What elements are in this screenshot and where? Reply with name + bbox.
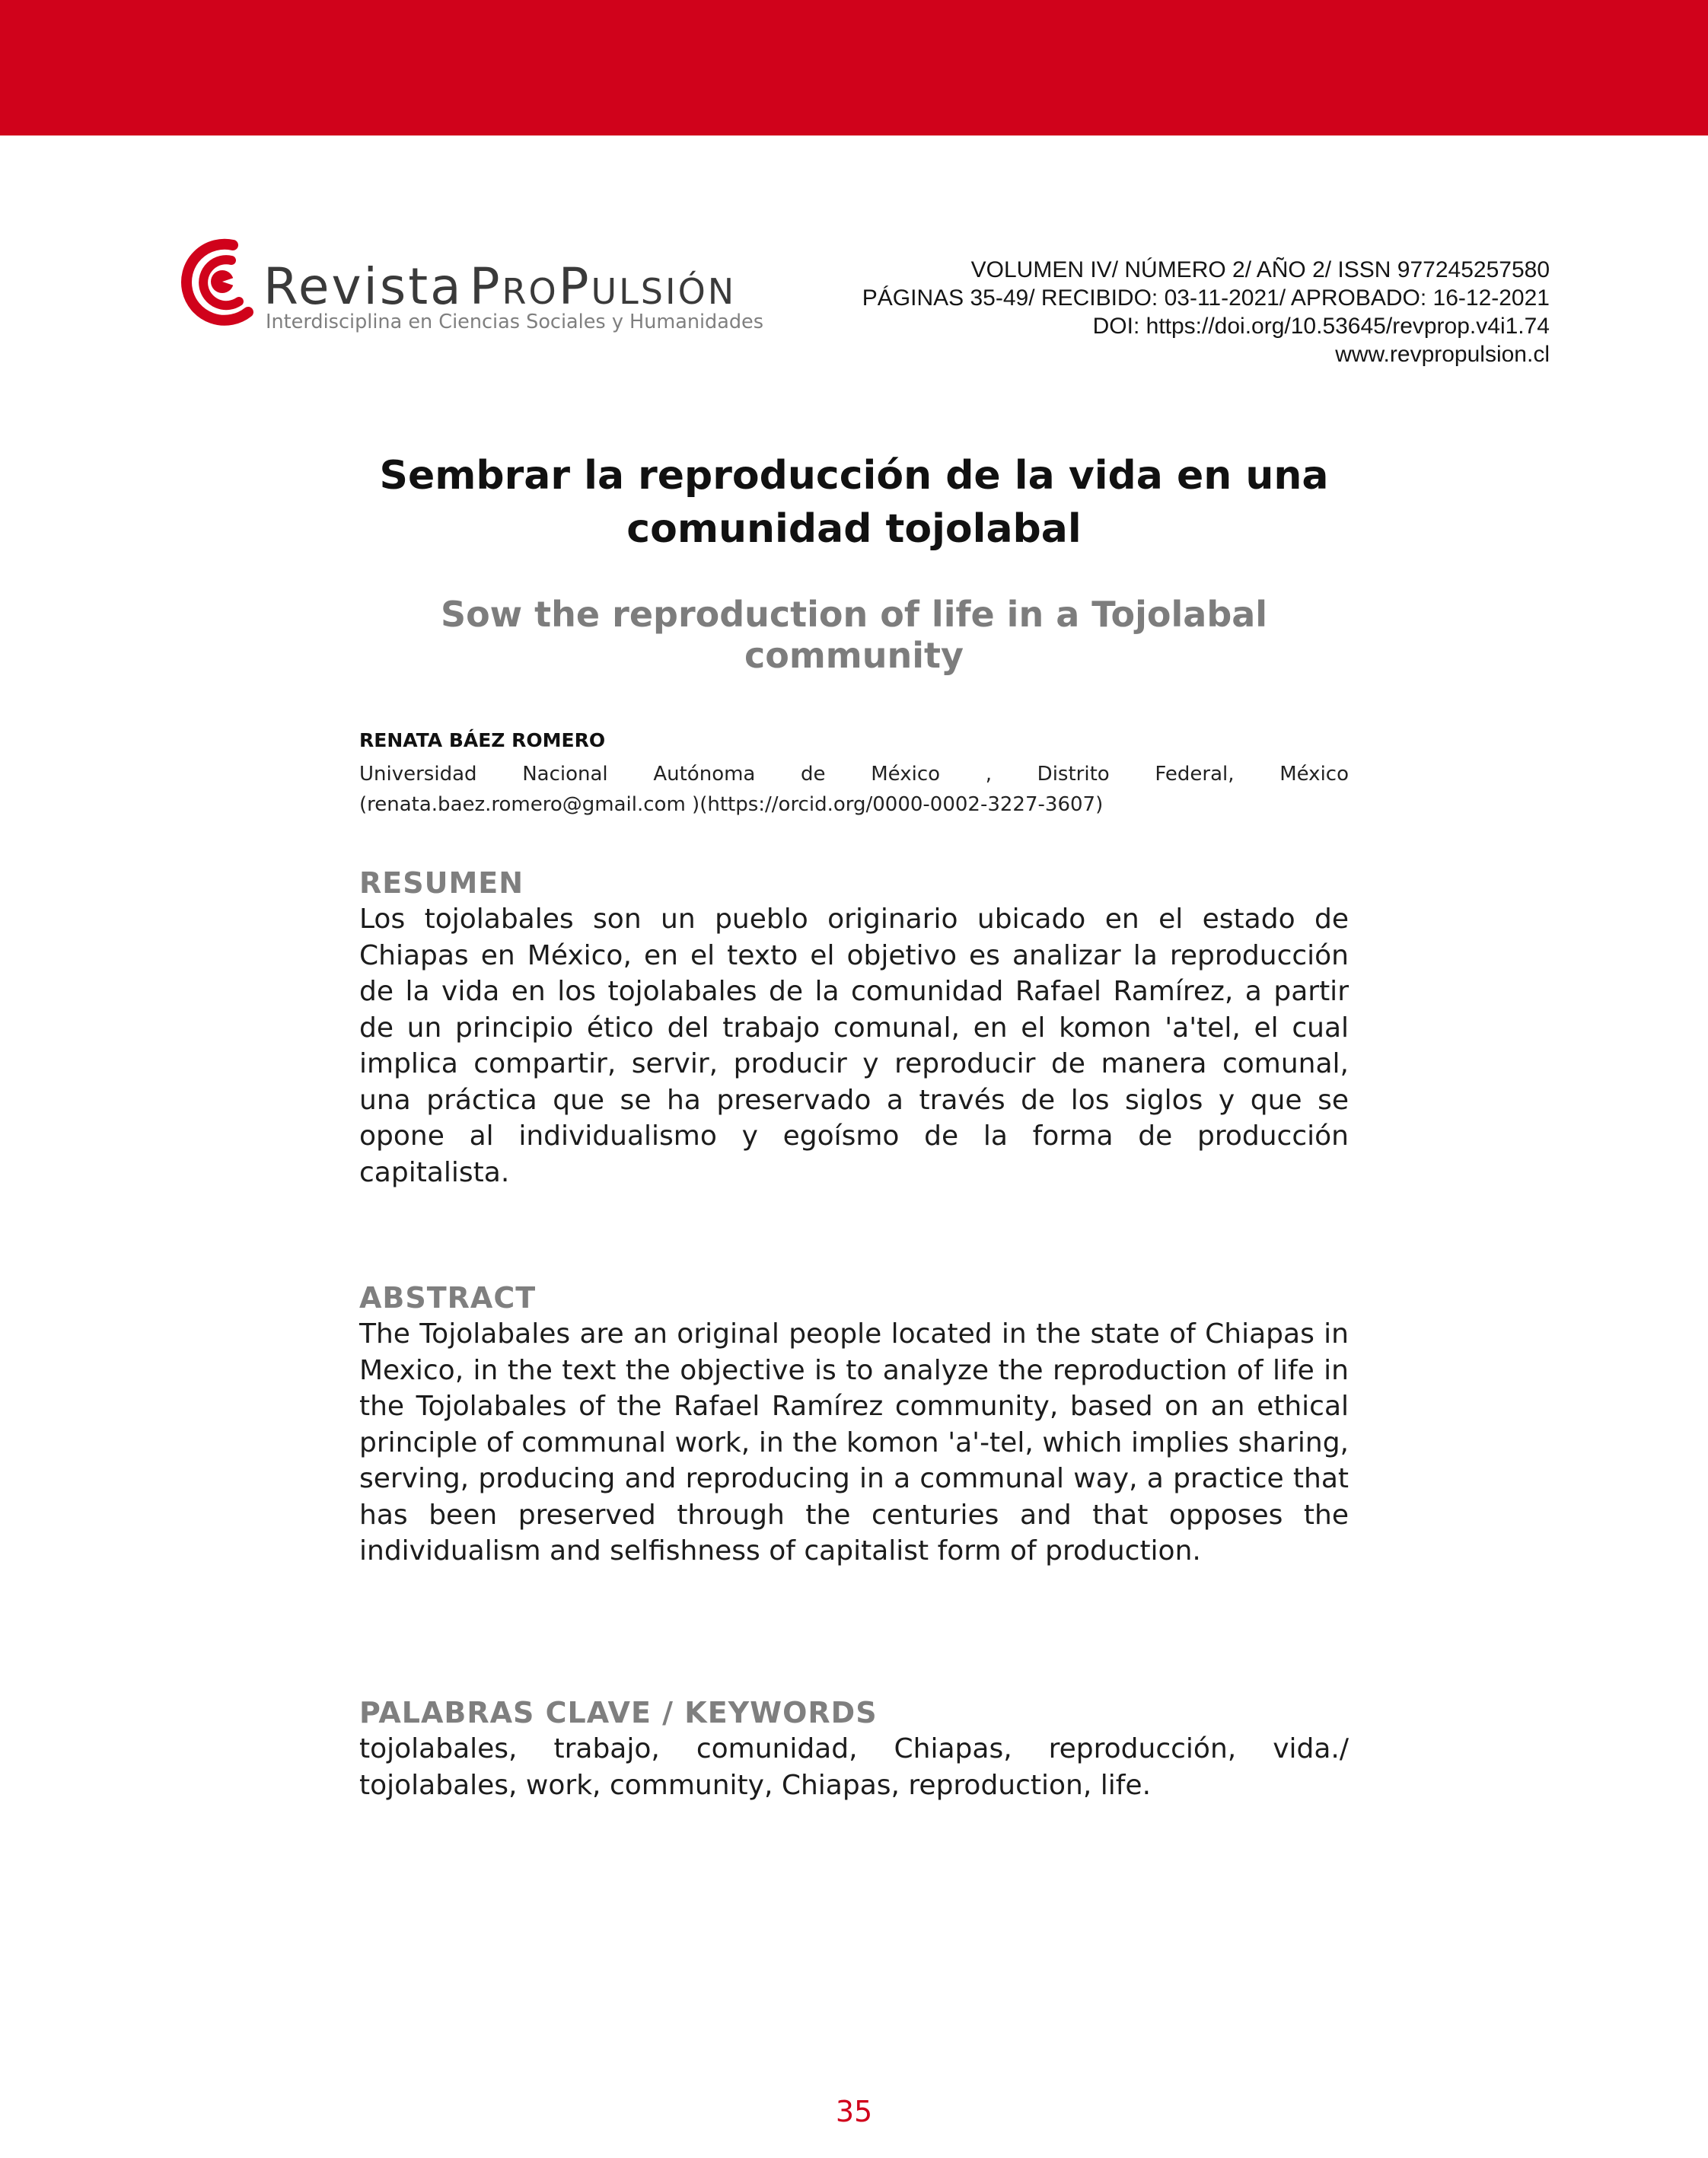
propulsion-logo-icon [174, 237, 257, 329]
author-name: RENATA BÁEZ ROMERO [359, 729, 606, 751]
author-affiliation: Universidad Nacional Autónoma de México , Distrito Federal, México (renata.baez.romero@gmail.com )(https://orcid.org/0000-0002-3227-3607) [359, 763, 1349, 816]
meta-volume: VOLUMEN IV/ NÚMERO 2/ AÑO 2/ ISSN 977245257580 [970, 257, 1550, 282]
meta-pages-dates: PÁGINAS 35-49/ RECIBIDO: 03-11-2021/ APROBADO: 16-12-2021 [862, 285, 1550, 311]
author-block [359, 729, 1349, 820]
abstract-section [359, 1281, 1349, 1570]
meta-website[interactable]: www.revpropulsion.cl [1335, 342, 1550, 367]
article-title: Sembrar la reproducción de la vida en una comunidad tojolabal [379, 453, 1329, 552]
keywords-heading: PALABRAS CLAVE / KEYWORDS [359, 1696, 878, 1729]
keywords-body: tojolabales, trabajo, comunidad, Chiapas, reproducción, vida./ tojolabales, work, community, Chiapas, reproduction, life. [359, 1733, 1349, 1801]
issue-metadata [862, 256, 1550, 368]
logo-letter-p1: P [469, 257, 502, 316]
logo-letter-p2: P [558, 257, 591, 316]
resumen-heading: RESUMEN [359, 866, 524, 900]
logo-subtitle: Interdisciplina en Ciencias Sociales y Humanidades [266, 311, 764, 333]
abstract-body: The Tojolabales are an original people located in the state of Chiapas in Mexico, in the text the objective is to analyze the reproduction of life in the Tojolabales of the Rafael Ramírez community, based on an ethical principle of communal work, in the komon 'a'-tel, which implies sharing, serving, producing and reproducing in a communal way, a practice that has been preserved through the centuries and that opposes the individualism and selfishness of capitalist form of production. [359, 1318, 1349, 1567]
journal-logo[interactable] [174, 237, 764, 336]
resumen-section [359, 866, 1349, 1191]
resumen-body: Los tojolabales son un pueblo originario ubicado en el estado de Chiapas en México, en el texto el objetivo es analizar la reproducción de la vida en los tojolabales de la comunidad Rafael Ramírez, a partir de un principio ético del trabajo comunal, en el komon 'a'tel, el cual implica compartir, servir, producir y reproducir de manera comunal, una práctica que se ha preservado a través de los siglos y que se opone al individualismo y egoísmo de la forma de producción capitalista. [359, 904, 1349, 1188]
article-subtitle: Sow the reproduction of life in a Tojolabal community [440, 594, 1268, 676]
page-number: 35 [835, 2095, 873, 2128]
logo-word-revista: Revista [263, 257, 464, 316]
top-color-band [0, 0, 1708, 135]
logo-title [263, 257, 736, 316]
logo-word-ulsion: ULSIÓN [591, 271, 737, 312]
abstract-heading: ABSTRACT [359, 1281, 537, 1315]
meta-doi[interactable]: DOI: https://doi.org/10.53645/revprop.v4i1.74 [1092, 314, 1550, 339]
logo-word-ro: RO [502, 271, 559, 312]
keywords-section [359, 1696, 1349, 1803]
